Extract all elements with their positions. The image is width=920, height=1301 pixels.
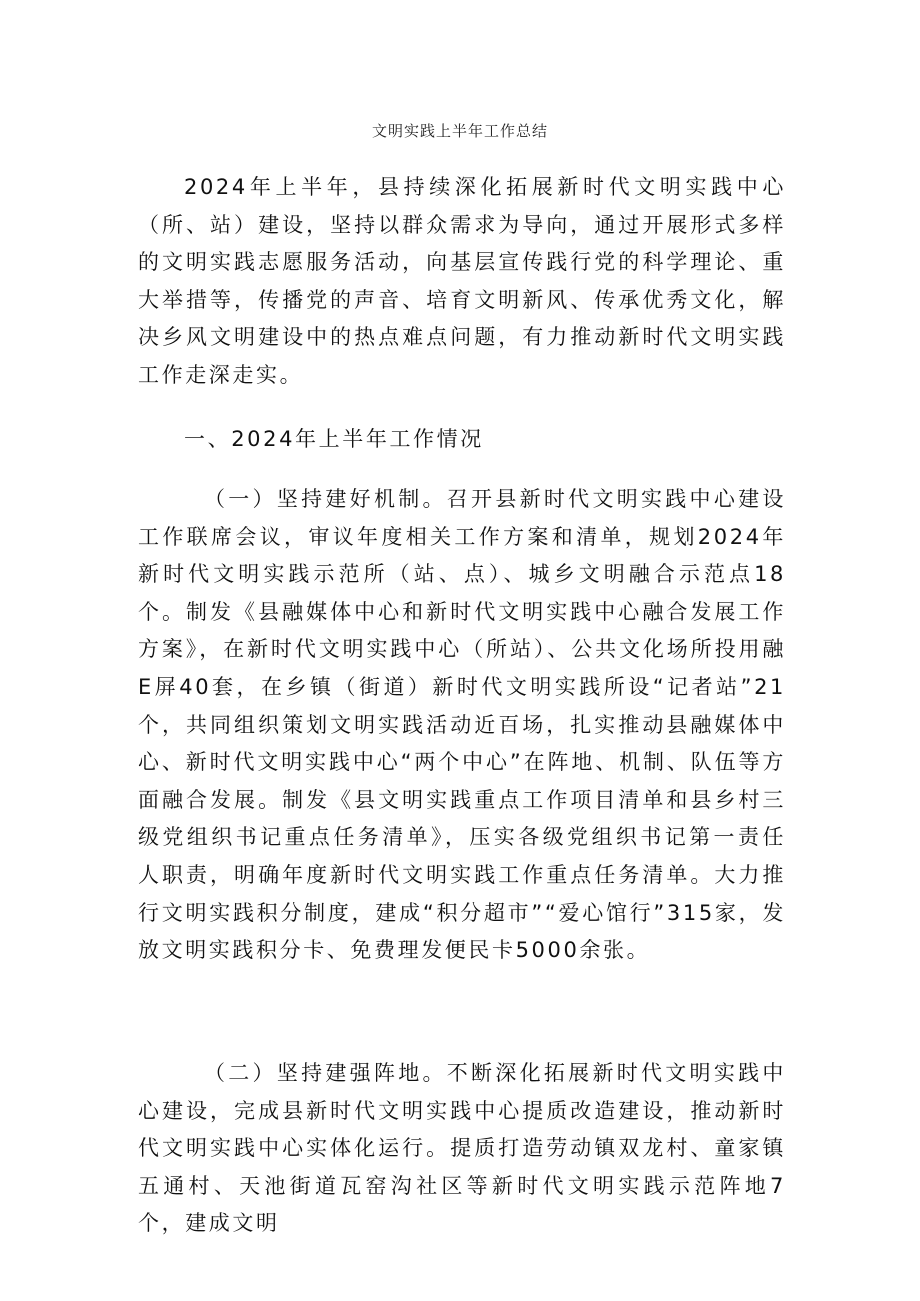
document-title: 文明实践上半年工作总结 bbox=[371, 122, 548, 140]
section-heading-work-status: 一、2024年上半年工作情况 bbox=[184, 427, 484, 451]
intro-paragraph: 2024年上半年，县持续深化拓展新时代文明实践中心（所、站）建设，坚持以群众需求为导向，通过开展形式多样的文明实践志愿服务活动，向基层宣传践行党的科学理论、重大举措等，传播党的声音、培育文明新风、传承优秀文化，解决乡风文明建设中的热点难点问题，有力推动新时代文明实践工作走深走实。 bbox=[138, 175, 786, 387]
paragraph-position-building: （二）坚持建强阵地。不断深化拓展新时代文明实践中心建设，完成县新时代文明实践中心提质改造建设，推动新时代文明实践中心实体化运行。提质打造劳动镇双龙村、童家镇五通村、天池街道瓦窑沟社区等新时代文明实践示范阵地7个，建成文明 bbox=[138, 1061, 786, 1236]
paragraph-mechanism: （一）坚持建好机制。召开县新时代文明实践中心建设工作联席会议，审议年度相关工作方案和清单，规划2024年新时代文明实践示范所（站、点）、城乡文明融合示范点18个。制发《县融媒体中心和新时代文明实践中心融合发展工作方案》，在新时代文明实践中心（所站）、公共文化场所投用融E屏40套，在乡镇（街道）新时代文明实践所设“记者站”21个，共同组织策划文明实践活动近百场，扎实推动县融媒体中心、新时代文明实践中心“两个中心”在阵地、机制、队伍等方面融合发展。制发《县文明实践重点工作项目清单和县乡村三级党组织书记重点任务清单》，压实各级党组织书记第一责任人职责，明确年度新时代文明实践工作重点任务清单。大力推行文明实践积分制度，建成“积分超市”“爱心馆行”315家，发放文明实践积分卡、免费理发便民卡5000余张。 bbox=[138, 487, 786, 963]
